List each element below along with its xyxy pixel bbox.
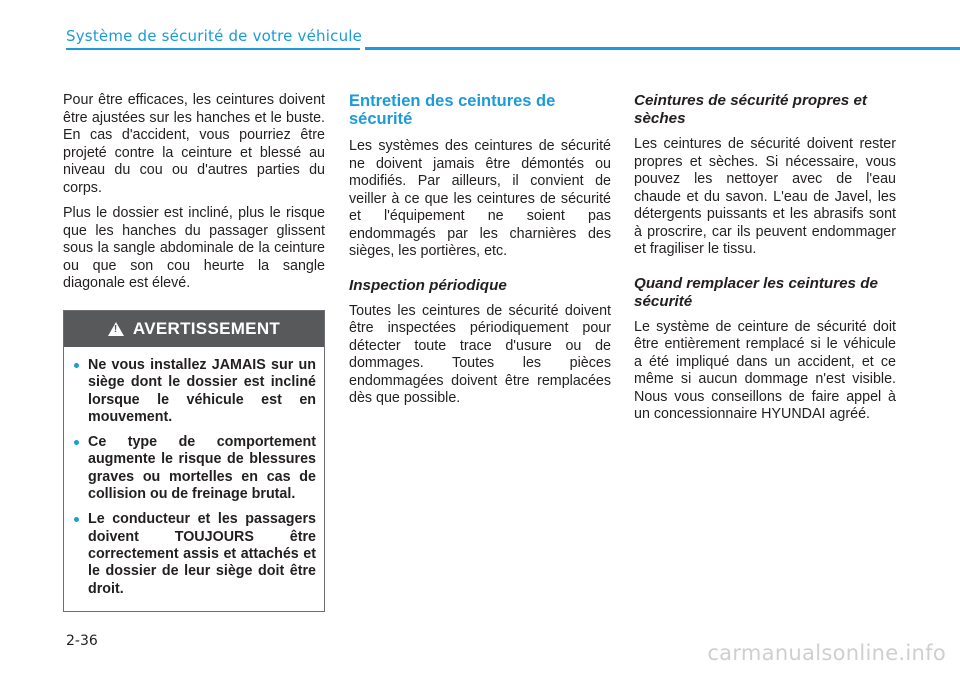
subheading: Inspection périodique [349, 276, 507, 294]
warning-item: Le conducteur et les passagers doivent TOUJOURS être correctement assis et attachés et le dossier de leur siège doit être droit. [74, 511, 316, 597]
watermark: carmanualsonline.info [707, 641, 946, 665]
warning-triangle-icon [108, 322, 124, 336]
section-heading: Entretien des ceintures de sécurité [349, 92, 556, 128]
header-rule-right [365, 47, 960, 50]
column-left [63, 92, 325, 301]
column-right [634, 92, 896, 432]
warning-title: AVERTISSEMENT [132, 319, 281, 338]
warning-item: Ce type de comportement augmente le risque de blessures graves ou mortelles en cas de collision ou de freinage brutal. [74, 434, 316, 503]
warning-header [64, 311, 324, 347]
subheading: Quand remplacer les ceintures de sécurité [634, 274, 878, 310]
paragraph: Les systèmes des ceintures de sécurité ne doivent jamais être démontés ou modifiés. Par ailleurs, il convient de veiller à ce que les ceintures de sécurité et l'équipement ne soient pas endommagés par les charnières des sièges, les portières, etc. [349, 138, 611, 259]
paragraph: Les ceintures de sécurité doivent rester propres et sèches. Si nécessaire, vous pouvez les nettoyer avec de l'eau chaude et du savon. L'eau de Javel, les détergents puissants et les abrasifs sont à proscrire, car ils peuvent endommager et fragiliser le tissu. [634, 136, 896, 257]
paragraph: Pour être efficaces, les ceintures doivent être ajustées sur les hanches et le buste. En cas d'accident, vous pourriez être projeté contre la ceinture et blessé au niveau du cou ou d'autres parties du corps. [63, 92, 325, 196]
header-rule-left [66, 48, 360, 50]
warning-box [63, 310, 325, 612]
page-number: 2-36 [66, 633, 98, 649]
paragraph: Toutes les ceintures de sécurité doivent être inspectées périodiquement pour détecter toute trace d'usure ou de dommages. Toutes les pièces endommagées doivent être remplacées dès que possible. [349, 302, 611, 406]
paragraph: Le système de ceinture de sécurité doit être entièrement remplacé si le véhicule a été impliqué dans un accident, et ce même si aucun dommage n'est visible. Nous vous conseillons de faire appel à un concessionnaire HYUNDAI agréé. [634, 318, 896, 422]
paragraph: Plus le dossier est incliné, plus le risque que les hanches du passager glissent sous la sangle abdominale de la ceinture ou que son cou heurte la sangle diagonale est élevé. [63, 205, 325, 291]
warning-list [64, 347, 324, 598]
subheading: Ceintures de sécurité propres et sèches [634, 92, 867, 127]
warning-item: Ne vous installez JAMAIS sur un siège dont le dossier est incliné lorsque le véhicule est en mouvement. [74, 357, 316, 426]
column-middle [349, 92, 611, 416]
section-title: Système de sécurité de votre véhicule [66, 27, 363, 45]
